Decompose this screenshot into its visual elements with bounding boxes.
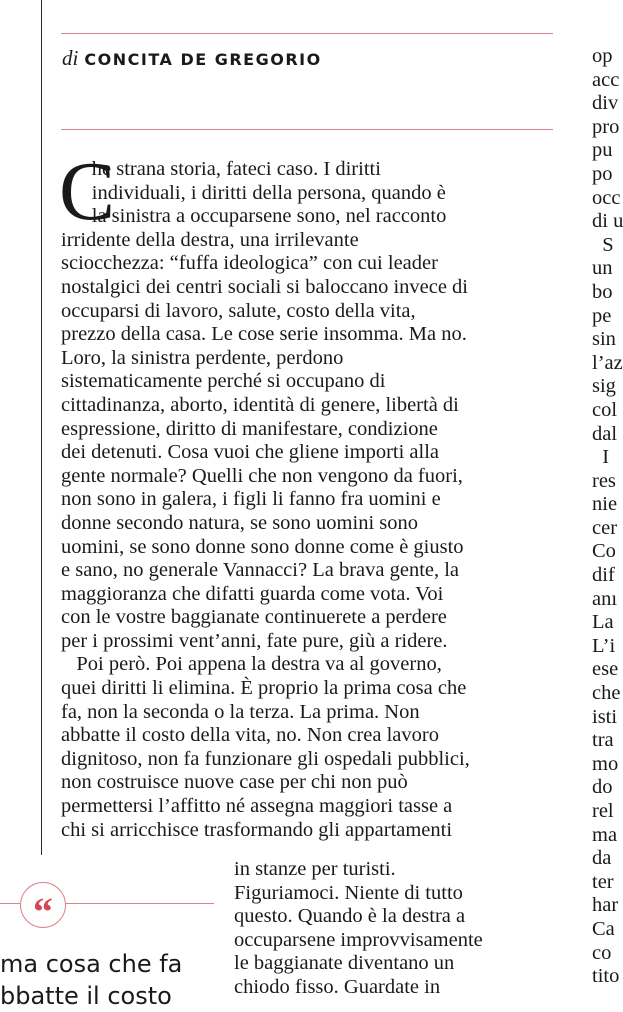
clipped-column-line: anı: [592, 587, 618, 610]
pull-quote-line: bbatte il costo: [0, 982, 172, 1010]
clipped-column-line: har: [592, 894, 619, 917]
article-line: e sano, no generale Vannacci? La brava gente, la: [61, 559, 460, 582]
article-line: gente normale? Quelli che non vengono da fuori,: [61, 464, 463, 487]
next-column-clipped: [592, 45, 623, 989]
article-line: in stanze per turisti.: [234, 858, 396, 880]
clipped-column-line: col: [592, 398, 618, 421]
clipped-column-line: da: [592, 847, 612, 870]
article-line: con le vostre baggianate continuerete a perdere: [61, 606, 447, 629]
clipped-column-line: cer: [592, 516, 618, 539]
clipped-column-line: dal: [592, 422, 618, 445]
clipped-column-line: che: [592, 682, 621, 705]
clipped-column-line: ma: [592, 823, 618, 846]
clipped-column-line: un: [592, 257, 613, 280]
byline: [62, 46, 322, 71]
article-line: he strana storia, fateci caso. I diritti: [61, 158, 381, 180]
clipped-column-line: rel: [592, 800, 614, 822]
pull-quote: [0, 948, 182, 1012]
article-line: sciocchezza: “fuffa ideologica” con cui leader: [61, 252, 438, 275]
clipped-column-line: bo: [592, 280, 613, 303]
clipped-column-line: occ: [592, 186, 621, 209]
clipped-column-line: isti: [592, 705, 618, 728]
clipped-column-line: La: [592, 611, 614, 634]
clipped-column-line: di u: [592, 210, 623, 233]
article-line: donne secondo natura, se sono uomini sono: [61, 511, 418, 534]
drop-cap: C: [59, 145, 116, 238]
clipped-column-line: tito: [592, 965, 620, 988]
article-line: cittadinanza, aborto, identità di genere, libertà di: [61, 393, 459, 416]
clipped-column-line: pe: [592, 304, 612, 327]
article-line: permettersi l’affitto né assegna maggiori tasse a: [61, 795, 453, 818]
article-line: dei detenuti. Cosa vuoi che gliene importi alla: [61, 441, 440, 464]
top-rule: [61, 33, 553, 34]
clipped-column-line: res: [592, 469, 616, 492]
clipped-column-line: S: [592, 233, 614, 256]
article-line: uomini, se sono donne sono donne come è giusto: [61, 535, 464, 558]
clipped-column-line: sin: [592, 328, 616, 351]
article-line: chiodo fisso. Guardate in: [234, 975, 441, 998]
clipped-column-line: Ca: [592, 917, 615, 940]
clipped-column-line: Co: [592, 540, 616, 563]
clipped-column-line: L’i: [592, 634, 616, 657]
article-line: chi si arricchisce trasformando gli appartamenti: [61, 818, 453, 841]
quote-mark-icon: “: [20, 882, 66, 928]
article-line: abbatte il costo della vita, no. Non crea lavoro: [61, 724, 439, 747]
article-line: Loro, la sinistra perdente, perdono: [61, 346, 344, 369]
article-line: irridente della destra, una irrilevante: [61, 228, 359, 251]
clipped-column-line: nie: [592, 493, 618, 516]
clipped-column-line: l’az: [592, 351, 623, 374]
article-line: espressione, diritto di manifestare, condizione: [61, 417, 438, 440]
article-line: questo. Quando è la destra a: [234, 905, 466, 928]
article-line: per i prossimi vent’anni, fate pure, giù a ridere.: [61, 629, 448, 652]
article-line: Figuriamoci. Niente di tutto: [234, 881, 463, 904]
article-line: non costruisce nuove case per chi non può: [61, 771, 408, 794]
article-line: sistematicamente perché si occupano di: [61, 370, 386, 393]
article-line: Poi però. Poi appena la destra va al governo,: [61, 653, 442, 676]
pull-quote-rule-right: [64, 903, 214, 904]
clipped-column-line: tra: [592, 729, 614, 752]
clipped-column-line: sig: [592, 375, 616, 398]
article-body-continued: [234, 858, 534, 1000]
byline-author: CONCITA DE GREGORIO: [84, 50, 322, 69]
clipped-column-line: po: [592, 162, 613, 185]
article-line: individuali, i diritti della persona, quando è: [61, 181, 446, 204]
article-line: maggioranza che difatti guarda come vota. Voi: [61, 582, 444, 605]
clipped-column-line: div: [592, 92, 619, 115]
clipped-column-line: mo: [592, 752, 619, 775]
article-line: dignitoso, non fa funzionare gli ospedali pubblici,: [61, 747, 470, 770]
clipped-column-line: ter: [592, 870, 614, 893]
article-line: la sinistra a occuparsene sono, nel racconto: [61, 205, 447, 228]
article-line: non sono in galera, i figli li fanno fra uomini e: [61, 488, 441, 511]
article-line: quei diritti li elimina. È proprio la prima cosa che: [61, 677, 467, 700]
article-line: occuparsi di lavoro, salute, costo della vita,: [61, 299, 416, 322]
article-line: fa, non la seconda o la terza. La prima. Non: [61, 700, 420, 723]
pull-quote-rule-left: [0, 903, 20, 904]
clipped-column-line: co: [592, 941, 612, 964]
clipped-column-line: I: [592, 446, 610, 469]
clipped-column-line: do: [592, 776, 613, 799]
article-line: occuparsene improvvisamente: [234, 928, 483, 951]
clipped-column-line: pro: [592, 115, 620, 138]
column-divider: [41, 0, 42, 855]
byline-rule: [61, 129, 553, 130]
article-line: prezzo della casa. Le cose serie insomma. Ma no.: [61, 323, 467, 346]
article-line: le baggianate diventano un: [234, 952, 455, 975]
clipped-column-line: acc: [592, 68, 620, 91]
pull-quote-line: ma cosa che fa: [0, 950, 183, 978]
clipped-column-line: pu: [592, 139, 613, 162]
clipped-column-line: dif: [592, 564, 615, 587]
article-body: [61, 158, 556, 842]
byline-prefix: di: [62, 46, 79, 70]
article-line: nostalgici dei centri sociali si baloccano invece di: [61, 275, 469, 298]
clipped-column-line: ese: [592, 658, 619, 681]
clipped-column-line: op: [592, 45, 613, 67]
